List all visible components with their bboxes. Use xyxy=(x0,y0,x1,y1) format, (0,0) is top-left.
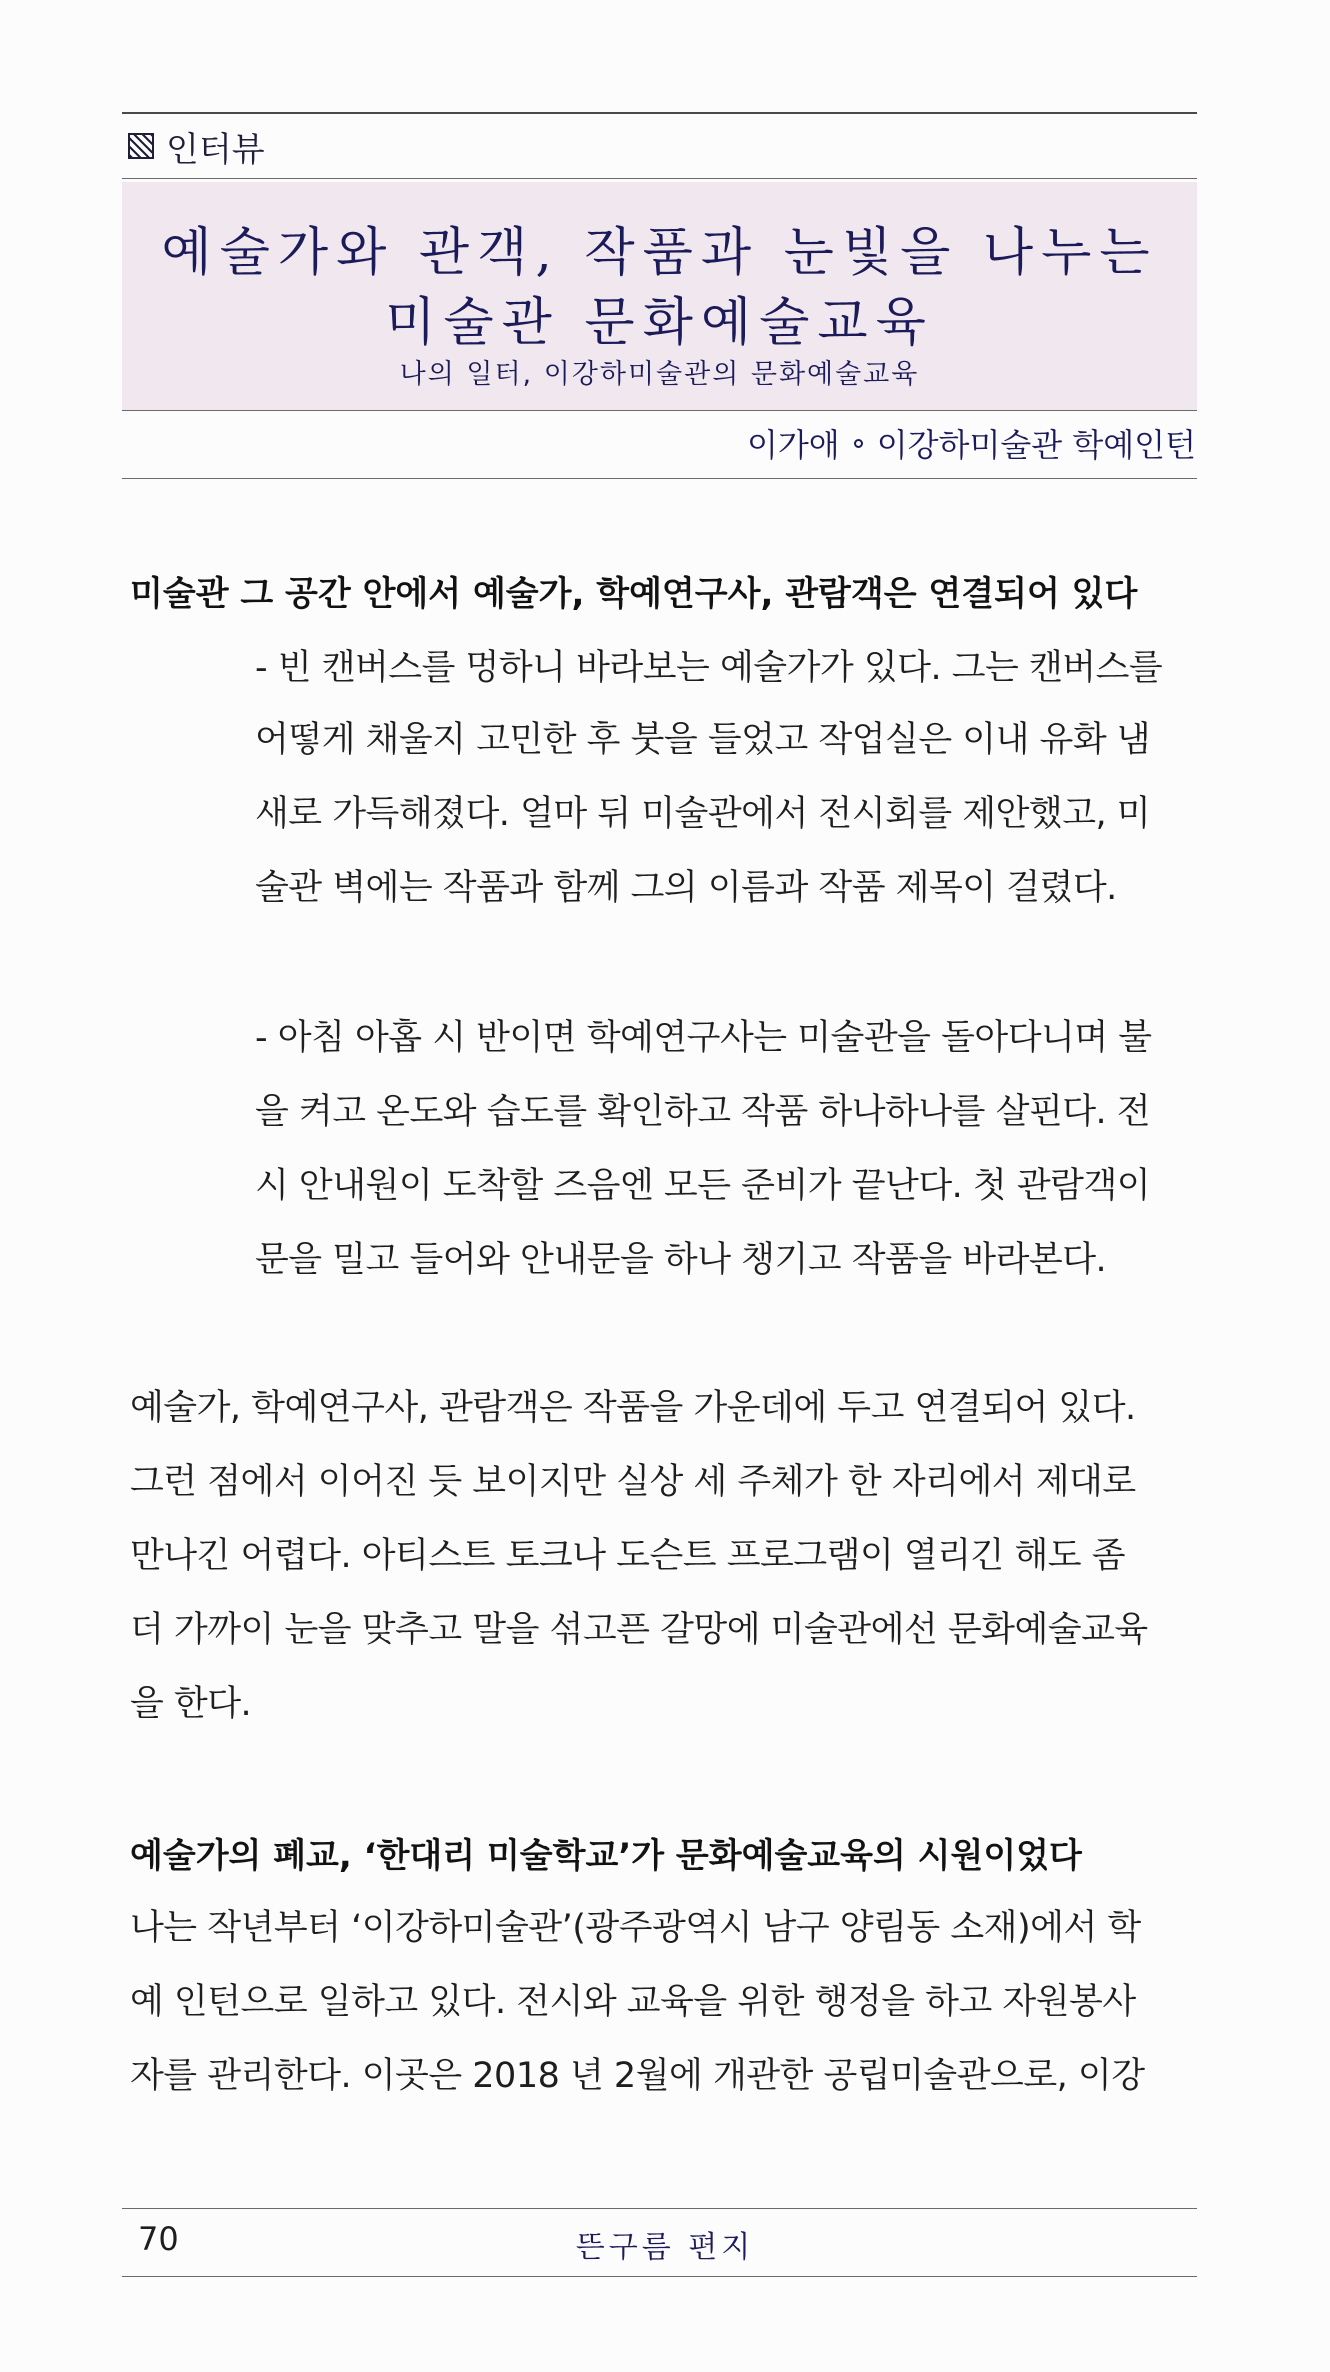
footer-top-rule xyxy=(122,2208,1197,2209)
quote1-line: 새로 가득해졌다. 얼마 뒤 미술관에서 전시회를 제안했고, 미 xyxy=(255,794,1151,834)
header-title-rule xyxy=(122,178,1197,179)
section-heading-1: 미술관 그 공간 안에서 예술가, 학예연구사, 관람객은 연결되어 있다 xyxy=(130,574,1138,614)
byline-bottom-rule xyxy=(122,478,1197,479)
author-role: 이강하미술관 학예인턴 xyxy=(876,426,1196,464)
section-tag xyxy=(128,124,265,168)
quote1-line: 술관 벽에는 작품과 함께 그의 이름과 작품 제목이 걸렸다. xyxy=(255,868,1117,908)
paragraph1-line: 만나긴 어렵다. 아티스트 토크나 도슨트 프로그램이 열리긴 해도 좀 xyxy=(130,1536,1126,1576)
title-bottom-rule xyxy=(122,410,1197,411)
hatched-square-icon xyxy=(128,133,154,159)
article-title-line-2: 미술관 문화예술교육 xyxy=(385,293,934,353)
page-number: 70 xyxy=(138,2220,179,2258)
quote2-line: - 아침 아홉 시 반이면 학예연구사는 미술관을 돌아다니며 불 xyxy=(255,1018,1152,1058)
paragraph2-line: 예 인턴으로 일하고 있다. 전시와 교육을 위한 행정을 하고 자원봉사 xyxy=(130,1982,1136,2022)
section-heading-2: 예술가의 폐교, ‘한대리 미술학교’가 문화예술교육의 시원이었다 xyxy=(130,1836,1082,1876)
section-label: 인터뷰 xyxy=(166,129,265,170)
paragraph1-line: 더 가까이 눈을 맞추고 말을 섞고픈 갈망에 미술관에선 문화예술교육 xyxy=(130,1610,1148,1650)
bullet-dot-icon xyxy=(854,439,863,448)
quote2-line: 을 켜고 온도와 습도를 확인하고 작품 하나하나를 살핀다. 전 xyxy=(255,1092,1151,1132)
byline xyxy=(747,420,1196,466)
quote2-line: 시 안내원이 도착할 즈음엔 모든 준비가 끝난다. 첫 관람객이 xyxy=(255,1166,1151,1206)
paragraph2-line: 나는 작년부터 ‘이강하미술관’(광주광역시 남구 양림동 소재)에서 학 xyxy=(130,1908,1141,1948)
quote1-line: 어떻게 채울지 고민한 후 붓을 들었고 작업실은 이내 유화 냄 xyxy=(255,720,1151,760)
article-title-line-1: 예술가와 관객, 작품과 눈빛을 나누는 xyxy=(161,223,1158,283)
paragraph1-line: 예술가, 학예연구사, 관람객은 작품을 가운데에 두고 연결되어 있다. xyxy=(130,1388,1136,1428)
author-name: 이가애 xyxy=(746,426,840,464)
magazine-name: 뜬구름 편지 xyxy=(575,2230,755,2265)
quote2-line: 문을 밀고 들어와 안내문을 하나 챙기고 작품을 바라본다. xyxy=(255,1240,1107,1280)
paragraph1-line: 그런 점에서 이어진 듯 보이지만 실상 세 주체가 한 자리에서 제대로 xyxy=(130,1462,1136,1502)
footer-bottom-rule xyxy=(122,2276,1197,2277)
header-top-rule xyxy=(122,112,1197,114)
title-box xyxy=(122,182,1197,410)
paragraph2-line: 자를 관리한다. 이곳은 2018 년 2월에 개관한 공립미술관으로, 이강 xyxy=(130,2056,1145,2096)
article-subtitle: 나의 일터, 이강하미술관의 문화예술교육 xyxy=(399,359,920,390)
quote1-line: - 빈 캔버스를 멍하니 바라보는 예술가가 있다. 그는 캔버스를 xyxy=(255,648,1163,688)
paragraph1-line: 을 한다. xyxy=(130,1684,252,1724)
